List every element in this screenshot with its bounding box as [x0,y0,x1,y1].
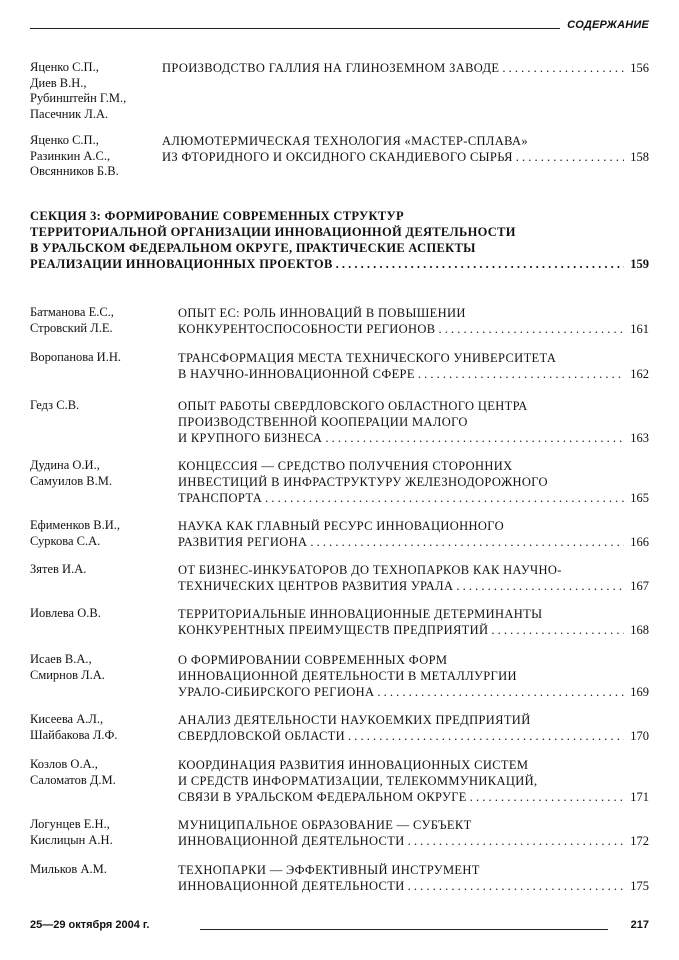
author-name: Яценко С.П., [30,60,99,74]
entry-title-line: КОНКУРЕНТНЫХ ПРЕИМУЩЕСТВ ПРЕДПРИЯТИЙ [178,623,489,637]
entry-title-last-line [178,321,649,337]
entry-title-line: РЕАЛИЗАЦИИ ИННОВАЦИОННЫХ ПРОЕКТОВ [30,257,333,271]
author-name: Саломатов Д.М. [30,772,116,787]
author-name: Батманова Е.С., [30,305,114,319]
entry-title-last-line [178,789,649,805]
entry-title-line: ИННОВАЦИОННОЙ ДЕЯТЕЛЬНОСТИ [178,834,405,848]
author-name: Козлов О.А., [30,757,98,771]
author-name: Самуилов В.М. [30,473,112,488]
author-name: Разинкин А.С., [30,148,111,163]
dot-leader [418,366,624,382]
dot-leader [408,878,624,894]
entry-page-number: 170 [630,729,649,743]
entry-authors [30,60,170,122]
dot-leader [438,321,624,337]
entry-page-number: 171 [630,790,649,804]
entry-title-line: СВЯЗИ В УРАЛЬСКОМ ФЕДЕРАЛЬНОМ ОКРУГЕ [178,790,467,804]
entry-title [178,350,649,382]
entry-page-number: 161 [630,322,649,336]
entry-page-number: 172 [630,834,649,848]
entry-title-line: НАУКА КАК ГЛАВНЫЙ РЕСУРС ИННОВАЦИОННОГО [178,519,504,533]
section-heading [30,208,649,272]
entry-title-line: ИННОВАЦИОННОЙ ДЕЯТЕЛЬНОСТИ В МЕТАЛЛУРГИИ [178,669,517,683]
entry-authors [30,133,170,180]
author-name: Мильков А.М. [30,862,107,876]
dot-leader [325,430,624,446]
entry-title-last-line [178,684,649,700]
dot-leader [408,833,624,849]
author-name: Овсянников Б.В. [30,164,119,178]
author-name: Зятев И.А. [30,562,87,576]
entry-title-line: УРАЛО-СИБИРСКОГО РЕГИОНА [178,685,375,699]
entry-title-line: ТЕХНИЧЕСКИХ ЦЕНТРОВ РАЗВИТИЯ УРАЛА [178,579,454,593]
running-header: СОДЕРЖАНИЕ [567,19,649,31]
author-name: Кислицын А.Н. [30,832,113,847]
header-rule [30,28,560,29]
footer-rule [200,929,608,930]
entry-authors [30,458,170,489]
entry-authors [30,757,170,788]
dot-leader [348,728,624,744]
author-name: Иовлева О.В. [30,606,101,620]
entry-title-line: РАЗВИТИЯ РЕГИОНА [178,535,308,549]
entry-title [178,652,649,700]
entry-title [178,398,649,446]
entry-title-last-line [30,256,649,272]
author-name: Рубинштейн Г.М., [30,91,127,105]
entry-page-number: 167 [630,579,649,593]
dot-leader [336,256,624,272]
entry-page-number: 156 [630,61,649,75]
entry-title-last-line [178,366,649,382]
author-name: Исаев В.А., [30,652,92,666]
entry-title-line: ПРОИЗВОДСТВО ГАЛЛИЯ НА ГЛИНОЗЕМНОМ ЗАВОДЕ [162,61,500,75]
entry-authors [30,606,170,622]
dot-leader [265,490,624,506]
entry-title-line: КООРДИНАЦИЯ РАЗВИТИЯ ИННОВАЦИОННЫХ СИСТЕМ [178,758,529,772]
entry-title-line: И СРЕДСТВ ИНФОРМАТИЗАЦИИ, ТЕЛЕКОММУНИКАЦИЙ, [178,774,538,788]
entry-title [178,562,649,594]
entry-title [178,817,649,849]
entry-title-line: В УРАЛЬСКОМ ФЕДЕРАЛЬНОМ ОКРУГЕ, ПРАКТИЧЕСКИЕ АСПЕКТЫ [30,241,476,255]
entry-authors [30,398,170,414]
author-name: Воропанова И.Н. [30,350,121,364]
entry-title [178,712,649,744]
entry-title [178,757,649,805]
page-number: 217 [630,919,649,931]
entry-title-last-line [178,490,649,506]
author-name: Диев В.Н., [30,75,87,90]
entry-page-number: 175 [630,879,649,893]
entry-title-line: ТРАНСФОРМАЦИЯ МЕСТА ТЕХНИЧЕСКОГО УНИВЕРСИТЕТА [178,351,557,365]
dot-leader [470,789,624,805]
dot-leader [310,534,624,550]
dot-leader [516,149,624,165]
dot-leader [377,684,624,700]
entry-title [162,60,649,76]
entry-title-line: ИНВЕСТИЦИЙ В ИНФРАСТРУКТУРУ ЖЕЛЕЗНОДОРОЖНОГО [178,475,548,489]
entry-title-line: КОНЦЕССИЯ — СРЕДСТВО ПОЛУЧЕНИЯ СТОРОННИХ [178,459,513,473]
entry-authors [30,862,170,878]
entry-title-last-line [178,430,649,446]
entry-page-number: 162 [630,367,649,381]
dot-leader [502,60,624,76]
entry-authors [30,305,170,336]
author-name: Шайбакова Л.Ф. [30,727,118,742]
entry-authors [30,518,170,549]
entry-title-line: ТЕХНОПАРКИ — ЭФФЕКТИВНЫЙ ИНСТРУМЕНТ [178,863,480,877]
entry-title [162,133,649,165]
entry-page-number: 163 [630,431,649,445]
author-name: Кисеева А.Л., [30,712,104,726]
entry-title-line: СВЕРДЛОВСКОЙ ОБЛАСТИ [178,729,346,743]
entry-title-last-line [178,878,649,894]
entry-authors [30,350,170,366]
entry-page-number: 169 [630,685,649,699]
entry-title-line: МУНИЦИПАЛЬНОЕ ОБРАЗОВАНИЕ — СУБЪЕКТ [178,818,472,832]
entry-title-line: ОПЫТ РАБОТЫ СВЕРДЛОВСКОГО ОБЛАСТНОГО ЦЕНТРА [178,399,528,413]
author-name: Логунцев Е.Н., [30,817,110,831]
dot-leader [491,622,624,638]
entry-title-line: ОПЫТ ЕС: РОЛЬ ИННОВАЦИЙ В ПОВЫШЕНИИ [178,306,466,320]
entry-title-line: ИЗ ФТОРИДНОГО И ОКСИДНОГО СКАНДИЕВОГО СЫРЬЯ [162,150,513,164]
entry-title-line: ТЕРРИТОРИАЛЬНЫЕ ИННОВАЦИОННЫЕ ДЕТЕРМИНАНТЫ [178,607,543,621]
entry-title [178,305,649,337]
entry-title-line: О ФОРМИРОВАНИИ СОВРЕМЕННЫХ ФОРМ [178,653,448,667]
author-name: Гедз С.В. [30,398,80,412]
entry-authors [30,652,170,683]
entry-title-line: И КРУПНОГО БИЗНЕСА [178,431,323,445]
entry-title-line: КОНКУРЕНТОСПОСОБНОСТИ РЕГИОНОВ [178,322,436,336]
dot-leader [456,578,624,594]
entry-title-last-line [178,534,649,550]
entry-page-number: 168 [630,623,649,637]
entry-title-line: ТРАНСПОРТА [178,491,263,505]
author-name: Суркова С.А. [30,533,101,548]
author-name: Дудина О.И., [30,458,100,472]
entry-title-line: ИННОВАЦИОННОЙ ДЕЯТЕЛЬНОСТИ [178,879,405,893]
entry-title-line: ТЕРРИТОРИАЛЬНОЙ ОРГАНИЗАЦИИ ИННОВАЦИОННОЙ ДЕЯТЕЛЬНОСТИ [30,225,516,239]
entry-title-last-line [178,578,649,594]
entry-title-line: ПРОИЗВОДСТВЕННОЙ КООПЕРАЦИИ МАЛОГО [178,415,468,429]
entry-title [178,518,649,550]
entry-title-last-line [178,833,649,849]
entry-page-number: 158 [630,150,649,164]
author-name: Стровский Л.Е. [30,320,113,335]
footer-date: 25—29 октября 2004 г. [30,919,150,931]
entry-title-line: В НАУЧНО-ИННОВАЦИОННОЙ СФЕРЕ [178,367,415,381]
entry-title-line: АНАЛИЗ ДЕЯТЕЛЬНОСТИ НАУКОЕМКИХ ПРЕДПРИЯТИЙ [178,713,531,727]
entry-title-last-line [162,149,649,165]
author-name: Пасечник Л.А. [30,106,109,121]
entry-authors [30,817,170,848]
author-name: Яценко С.П., [30,133,99,147]
entry-title [178,458,649,506]
entry-title-line: ОТ БИЗНЕС-ИНКУБАТОРОВ ДО ТЕХНОПАРКОВ КАК НАУЧНО- [178,563,562,577]
author-name: Ефименков В.И., [30,518,121,532]
entry-title-last-line [162,60,649,76]
entry-title-line: АЛЮМОТЕРМИЧЕСКАЯ ТЕХНОЛОГИЯ «МАСТЕР-СПЛАВА» [162,134,528,148]
entry-authors [30,562,170,578]
entry-page-number: 159 [630,257,649,271]
entry-title-line: СЕКЦИЯ 3: ФОРМИРОВАНИЕ СОВРЕМЕННЫХ СТРУКТУР [30,209,404,223]
author-name: Смирнов Л.А. [30,667,105,682]
entry-title-last-line [178,728,649,744]
entry-page-number: 165 [630,491,649,505]
entry-title [178,606,649,638]
entry-authors [30,712,170,743]
entry-title-last-line [178,622,649,638]
entry-page-number: 166 [630,535,649,549]
entry-title [178,862,649,894]
